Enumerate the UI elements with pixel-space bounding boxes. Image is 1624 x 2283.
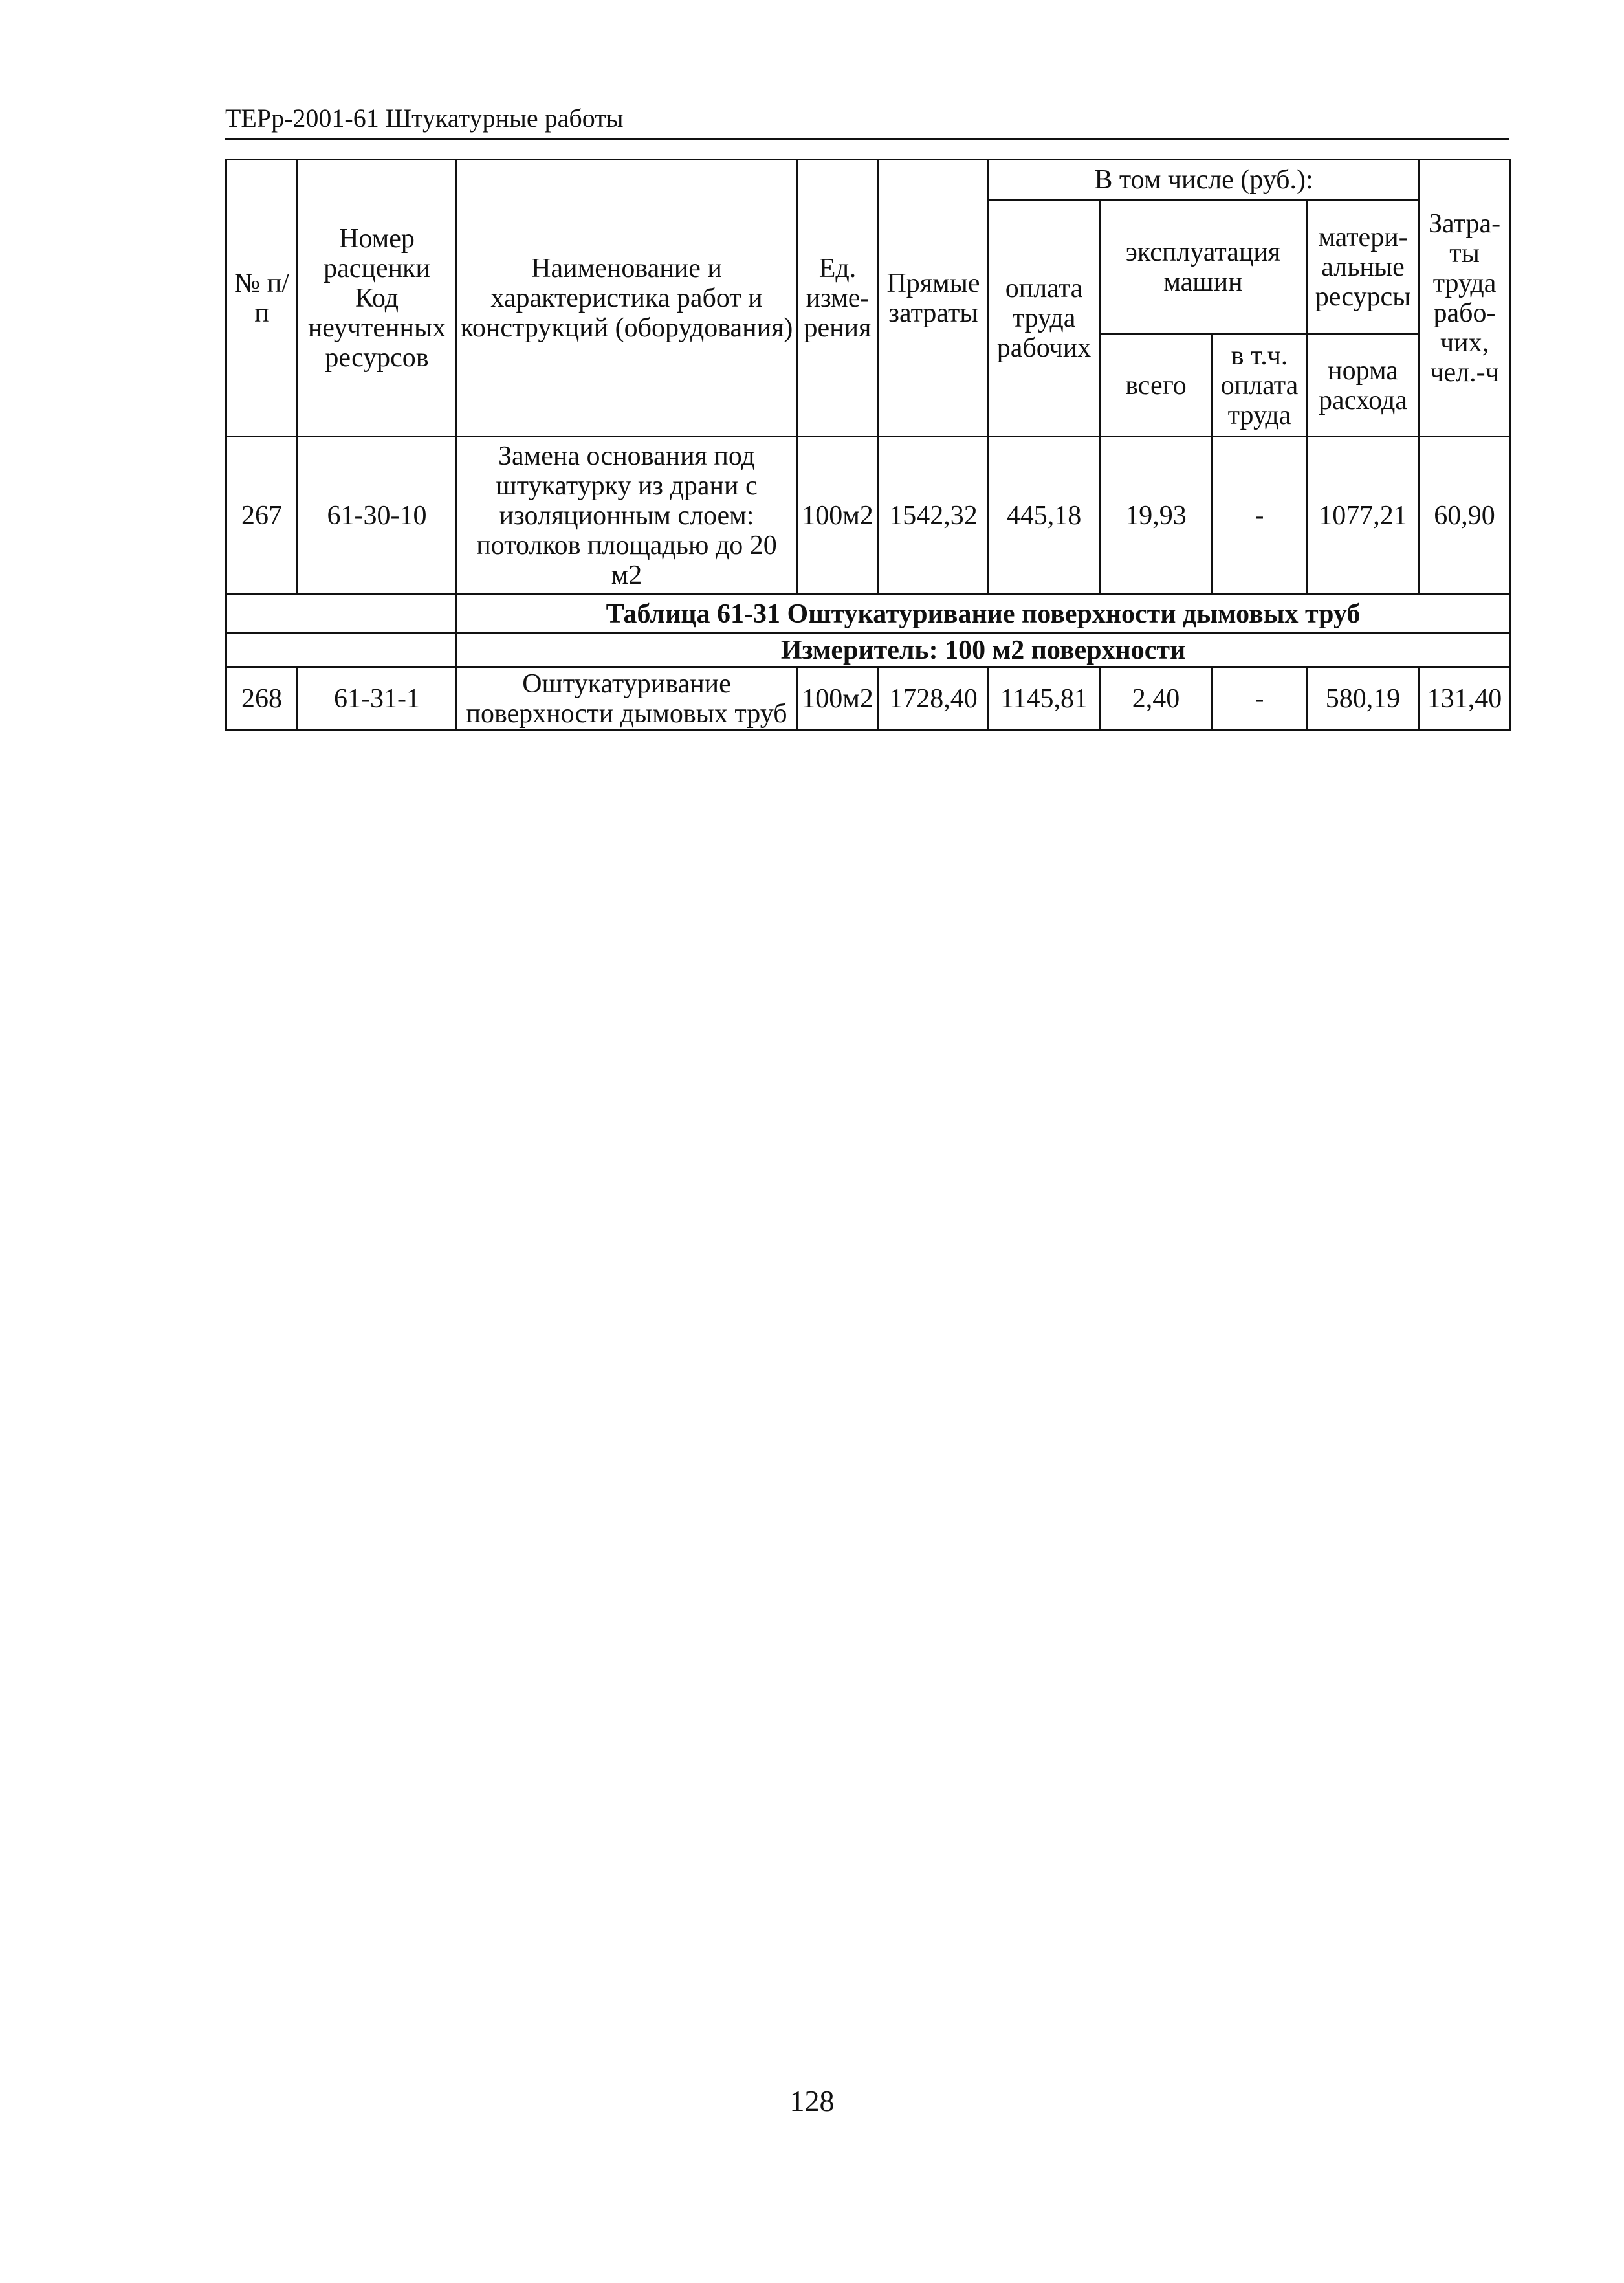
col-header-including: В том числе (руб.): — [989, 160, 1420, 200]
page-number: 128 — [789, 2084, 835, 2117]
col-header-materials: матери-альные ресурсы — [1307, 200, 1420, 335]
col-header-unit: Ед. изме-рения — [797, 160, 879, 437]
running-header — [225, 102, 1509, 140]
empty-cell — [226, 595, 457, 634]
rates-table — [225, 159, 1511, 731]
row-labor-pay: 1145,81 — [989, 667, 1100, 731]
row-machines-incl: - — [1213, 667, 1307, 731]
col-header-machines: эксплуатация машин — [1100, 200, 1307, 335]
measure-row — [226, 634, 1510, 667]
row-machines-total: 19,93 — [1100, 437, 1213, 595]
col-header-code: Номер расценки Код неучтенных ресурсов — [298, 160, 457, 437]
row-labor-cost: 131,40 — [1420, 667, 1510, 731]
row-materials: 1077,21 — [1307, 437, 1420, 595]
header-title: ТЕРр-2001-61 Штукатурные работы — [225, 104, 624, 133]
col-header-materials-norm: норма расхода — [1307, 335, 1420, 437]
table-row — [226, 667, 1510, 731]
table-section-title-row — [226, 595, 1510, 634]
empty-cell — [226, 634, 457, 667]
col-header-direct: Прямые затраты — [879, 160, 989, 437]
row-labor-pay: 445,18 — [989, 437, 1100, 595]
row-num: 267 — [226, 437, 298, 595]
row-name: Замена основания под штукатурку из драни с изоляционным слоем: потолков площадью до 20 м2 — [457, 437, 797, 595]
row-labor-cost: 60,90 — [1420, 437, 1510, 595]
table-title: Таблица 61-31 Оштукатуривание поверхности дымовых труб — [457, 595, 1510, 634]
col-header-labor-cost: Затра-ты труда рабо-чих, чел.-ч — [1420, 160, 1510, 437]
row-direct: 1728,40 — [879, 667, 989, 731]
row-materials: 580,19 — [1307, 667, 1420, 731]
table-row — [226, 437, 1510, 595]
col-header-machines-total: всего — [1100, 335, 1213, 437]
row-direct: 1542,32 — [879, 437, 989, 595]
col-header-num: № п/п — [226, 160, 298, 437]
row-name: Оштукатуривание поверхности дымовых труб — [457, 667, 797, 731]
col-header-name: Наименование и характеристика работ и конструкций (оборудования) — [457, 160, 797, 437]
row-num: 268 — [226, 667, 298, 731]
col-header-labor-pay: оплата труда рабочих — [989, 200, 1100, 437]
row-machines-incl: - — [1213, 437, 1307, 595]
col-header-machines-incl: в т.ч. оплата труда — [1213, 335, 1307, 437]
row-code: 61-31-1 — [298, 667, 457, 731]
row-machines-total: 2,40 — [1100, 667, 1213, 731]
row-unit: 100м2 — [797, 437, 879, 595]
measure-label: Измеритель: 100 м2 поверхности — [457, 634, 1510, 667]
row-unit: 100м2 — [797, 667, 879, 731]
row-code: 61-30-10 — [298, 437, 457, 595]
